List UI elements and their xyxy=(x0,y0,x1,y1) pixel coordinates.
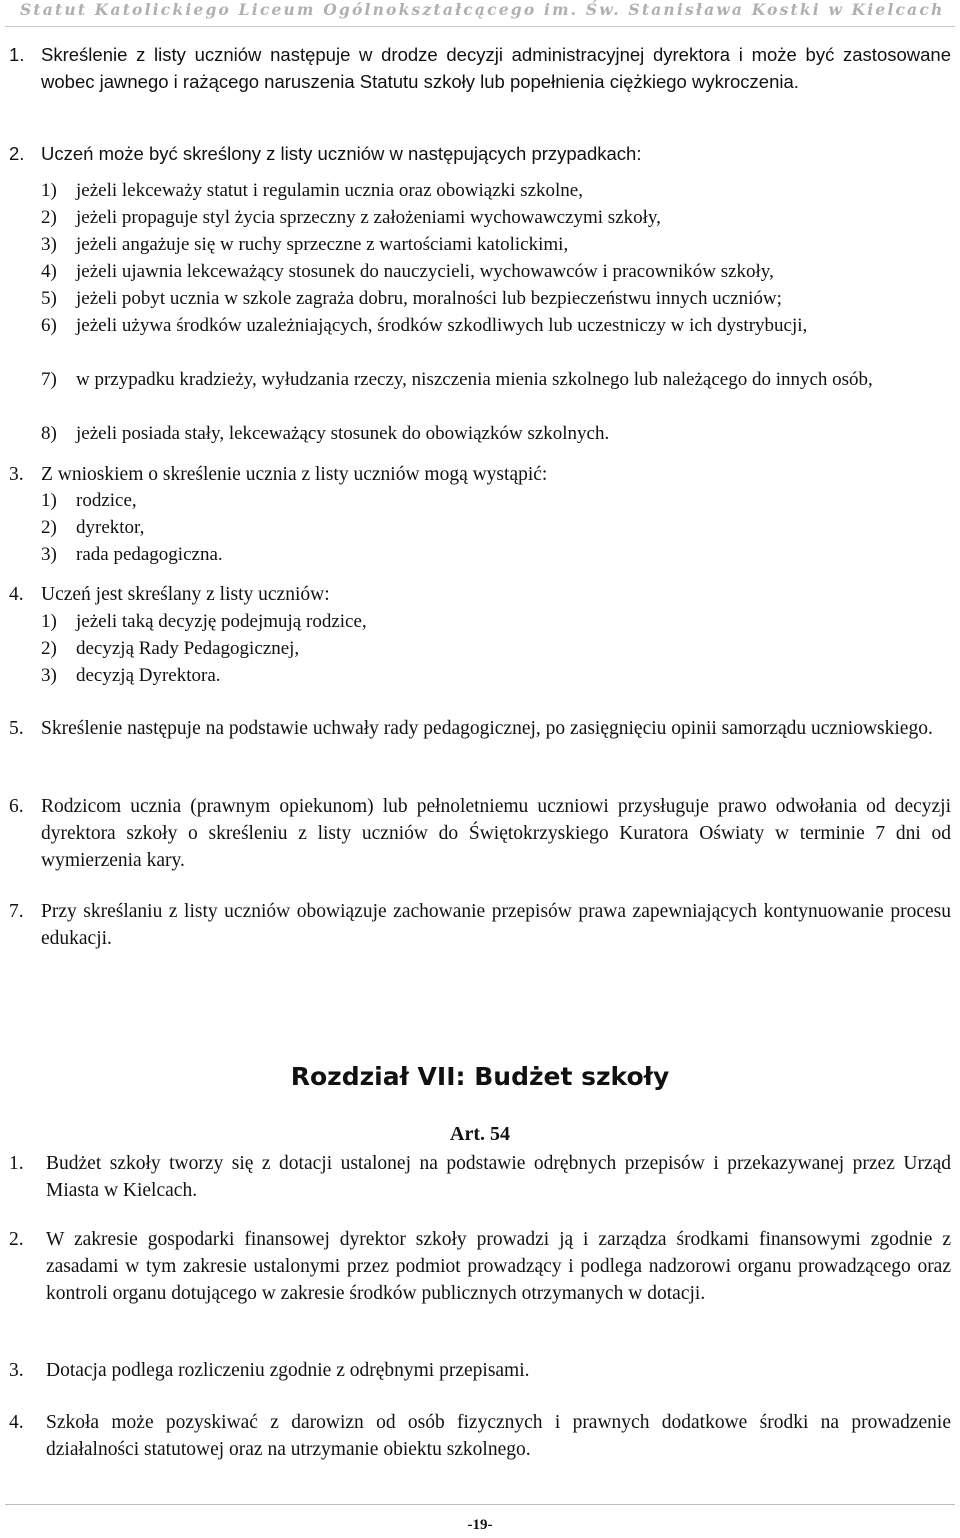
paragraph-number: 2. xyxy=(9,1229,24,1250)
paragraph-number: 7. xyxy=(9,901,24,922)
footer-rule xyxy=(5,1504,955,1505)
paragraph-number: 3. xyxy=(9,464,24,485)
paragraph-text: Dotacja podlega rozliczeniu zgodnie z odrębnymi przepisami. xyxy=(46,1360,530,1381)
paragraph-text: Przy skreślaniu z listy uczniów obowiązuje zachowanie przepisów prawa zapewniających kontynuowanie procesu edukacji. xyxy=(41,901,951,949)
paragraph-number: 1. xyxy=(9,1153,24,1174)
paragraph-number: 2. xyxy=(9,143,25,164)
page-number: -19- xyxy=(467,1517,493,1533)
paragraph-text: Uczeń może być skreślony z listy uczniów w następujących przypadkach: xyxy=(41,143,642,164)
chapter-title: Rozdział VII: Budżet szkoły xyxy=(290,1062,670,1091)
header-title: Statut Katolickiego Liceum Ogólnokształcącego im. Św. Stanisława Kostki w Kielcach xyxy=(20,0,945,19)
paragraph-number: 1. xyxy=(9,44,25,65)
header-rule xyxy=(5,26,955,27)
paragraph-text: W zakresie gospodarki finansowej dyrektor szkoły prowadzi ją i zarządza środkami finansowymi zgodnie z zasadami w tym zakresie ustalonymi przez podmiot prowadzący i podlega nadzorowi organu prowadzącego oraz kontroli organu dotującego w zakresie środków publicznych otrzymanych w dotacji. xyxy=(46,1229,951,1304)
paragraph-text: Szkoła może pozyskiwać z darowizn od osób fizycznych i prawnych dodatkowe środki na prowadzenie działalności statutowej oraz na utrzymanie obiektu szkolnego. xyxy=(46,1412,951,1460)
article-title: Art. 54 xyxy=(450,1123,510,1145)
paragraph-text: Skreślenie następuje na podstawie uchwały rady pedagogicznej, po zasięgnięciu opinii samorządu uczniowskiego. xyxy=(41,718,933,739)
paragraph-text: Uczeń jest skreślany z listy uczniów: xyxy=(41,584,330,605)
paragraph-text: Skreślenie z listy uczniów następuje w drodze decyzji administracyjnej dyrektora i może być zastosowane wobec jawnego i rażącego naruszenia Statutu szkoły lub popełnienia ciężkiego wykroczenia. xyxy=(41,44,951,92)
page-header xyxy=(0,0,960,26)
paragraph-number: 6. xyxy=(9,796,24,817)
paragraph-number: 5. xyxy=(9,718,24,739)
paragraph-number: 3. xyxy=(9,1360,24,1381)
paragraph-number: 4. xyxy=(9,1412,24,1433)
paragraph-text: Z wnioskiem o skreślenie ucznia z listy uczniów mogą wystąpić: xyxy=(41,464,548,485)
paragraph-number: 4. xyxy=(9,584,24,605)
paragraph-text: Budżet szkoły tworzy się z dotacji ustalonej na podstawie odrębnych przepisów i przekazywanej przez Urząd Miasta w Kielcach. xyxy=(46,1153,951,1201)
paragraph-text: Rodzicom ucznia (prawnym opiekunom) lub pełnoletniemu uczniowi przysługuje prawo odwołania od decyzji dyrektora szkoły o skreśleniu z listy uczniów do Świętokrzyskiego Kuratora Oświaty w terminie 7 dni od wymierzenia kary. xyxy=(41,796,951,871)
